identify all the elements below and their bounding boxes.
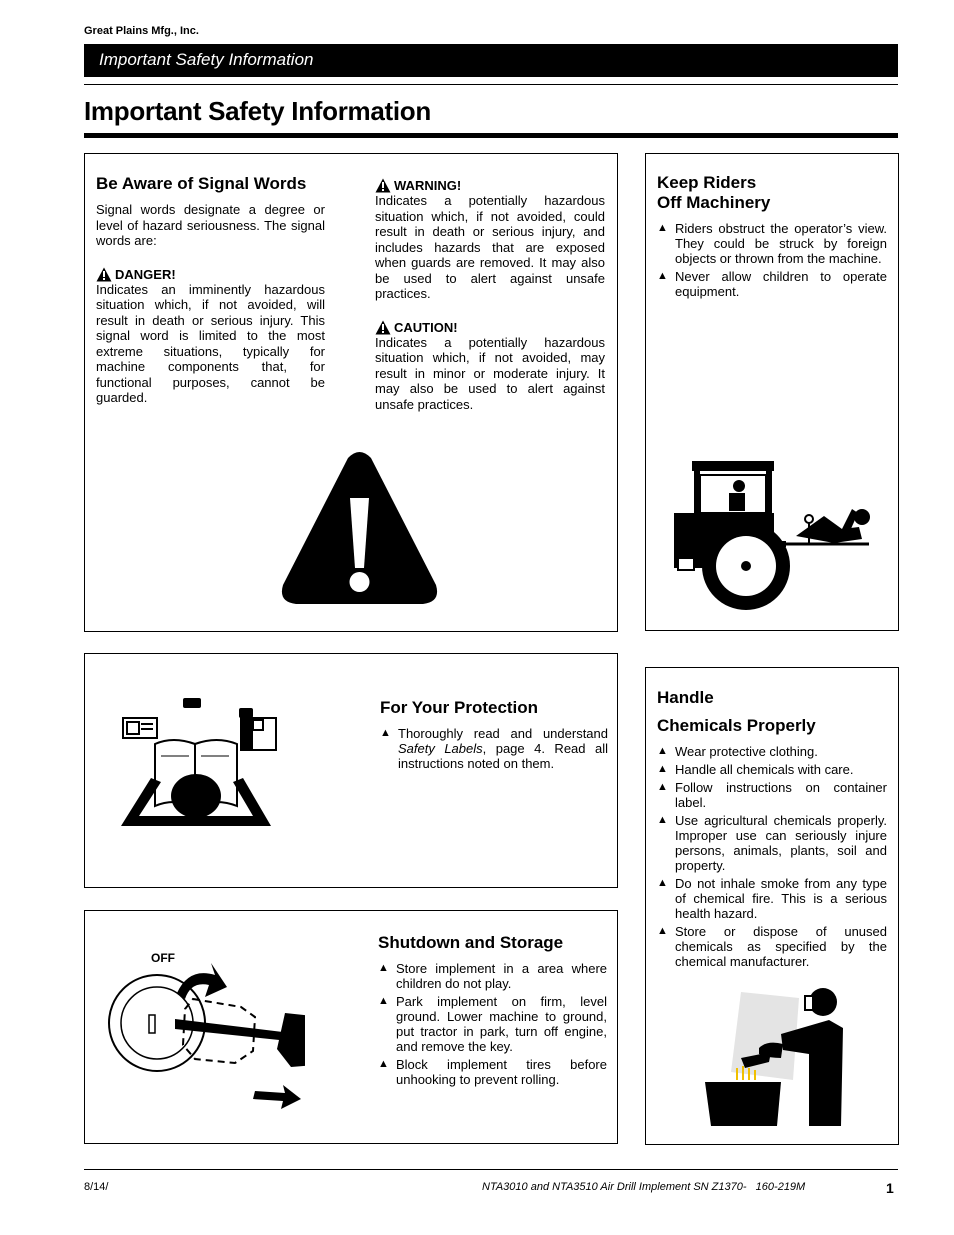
shutdown-content [378,933,607,1090]
list-item: ▲ Store or dispose of unused chemicals as specified by the chemical manufacturer. [657,924,887,969]
warning-triangle-icon [96,267,112,282]
danger-heading [96,267,325,282]
warning-label: WARNING! [394,178,462,193]
warning-text: Indicates a potentially hazardous situation which, if not avoided, could result in death or serious injury, and includes hazards that are exposed when guards are removed. It may also be used to alert against unsafe practices. [375,193,605,301]
safety-labels-reference: Safety Labels [398,741,483,756]
list-item [380,726,608,771]
page-title: Important Safety Information [84,96,431,126]
section-bar-title: Important Safety Information [99,50,314,69]
list-item: ▲ Use agricultural chemicals properly. Improper use can seriously injure persons, animals, plants, soil and property. [657,813,887,873]
chemicals-heading-line2: Chemicals Properly [657,716,816,735]
reading-manual-illustration [121,698,279,826]
list-item: ▲ Store implement in a area where children do not play. [378,961,607,991]
list-item: ▲ Wear protective clothing. [657,744,887,759]
protection-item-text: , page 4. Read all instructions noted on them. [398,741,608,771]
shutdown-list [378,961,607,1087]
footer-rule [84,1169,898,1170]
protection-item-text: Thoroughly read and understand [398,726,608,741]
warning-heading [375,178,605,193]
warning-triangle-icon [375,320,391,335]
protection-content [380,698,608,774]
list-item: ▲ Do not inhale smoke from any type of chemical fire. This is a serious health hazard. [657,876,887,921]
header-rule [84,84,898,85]
shutdown-heading: Shutdown and Storage [378,933,564,952]
signal-words-left-column [96,174,325,406]
protection-heading: For Your Protection [380,698,539,717]
list-item: ▲ Riders obstruct the operator’s view. They could be struck by foreign objects or thrown from the machine. [657,221,887,266]
list-item: ▲ Never allow children to operate equipment. [657,269,887,299]
footer-document-id: NTA3010 and NTA3510 Air Drill Implement SN Z1370- 160-219M [482,1181,806,1193]
warning-triangle-icon [375,178,391,193]
list-item: ▲ Park implement on firm, level ground. Lower machine to ground, put tractor in park, turn off engine, and remove the key. [378,994,607,1054]
chemicals-list [657,744,887,969]
chemicals-box [645,667,899,1145]
section-bar [84,44,898,77]
signal-words-box [84,153,618,632]
caution-label: CAUTION! [394,319,458,335]
warning-triangle-icon [278,450,441,610]
title-rule [84,133,898,138]
protection-list [380,726,608,771]
signal-words-heading: Be Aware of Signal Words [96,174,307,193]
caution-heading [375,320,605,335]
footer-date: 8/14/ [84,1181,109,1193]
riders-heading-line2: Off Machinery [657,193,771,212]
page-number: 1 [886,1180,894,1196]
tractor-rider-illustration [674,461,884,613]
company-name: Great Plains Mfg., Inc. [84,25,199,37]
shutdown-box [84,910,618,1144]
chemicals-heading-line1: Handle [657,688,714,707]
riders-heading-line1: Keep Riders [657,173,757,192]
off-label: OFF [151,951,175,965]
riders-box [645,153,899,631]
list-item: ▲ Block implement tires before unhooking to prevent rolling. [378,1057,607,1087]
signal-words-intro: Signal words designate a degree or level of hazard seriousness. The signal words are: [96,202,325,248]
riders-content [657,173,887,302]
signal-words-right-column [375,178,605,412]
caution-text: Indicates a potentially hazardous situation which, if not avoided, may result in minor or moderate injury. It may also be used to alert against unsafe practices. [375,334,605,412]
danger-text: Indicates an imminently hazardous situation which, if not avoided, will result in death or serious injury. This signal word is limited to the most extreme situations, typically for machine components that, for functional purposes, cannot be guarded. [96,281,325,405]
chemical-handling-illustration [701,984,881,1126]
list-item: ▲ Handle all chemicals with care. [657,762,887,777]
ignition-key-illustration [105,953,305,1113]
chemicals-content [657,688,887,972]
protection-box [84,653,618,888]
list-item: ▲ Follow instructions on container label. [657,780,887,810]
danger-label: DANGER! [115,266,176,282]
riders-list [657,221,887,299]
